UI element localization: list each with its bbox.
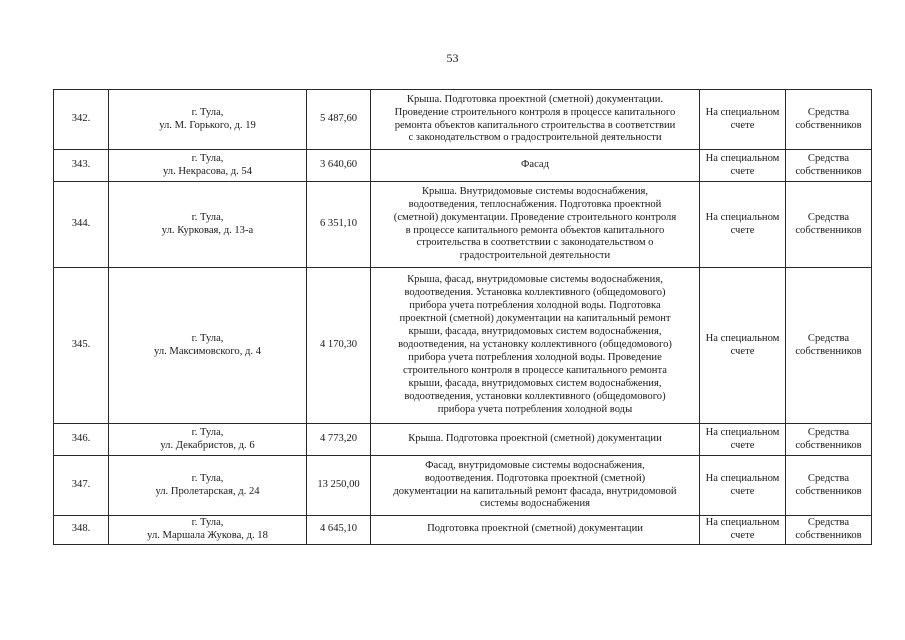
funding-source-cell: Средства собственников [786,268,872,424]
works-line: градостроительной деятельности [459,250,611,262]
address-city: г. Тула, [191,152,224,164]
works-line: водоотведения. Установка коллективного (общедомового) [404,287,666,299]
address-city: г. Тула, [191,106,224,118]
works-line: Проведение строительного контроля в процессе капитального [394,106,676,118]
table-row [54,150,872,182]
address-city: г. Тула, [191,472,224,484]
area-cell: 13 250,00 [307,456,371,516]
works-cell [371,150,700,182]
table-row [54,268,872,424]
address-city: г. Тула, [191,211,224,223]
works-line: Крыша. Внутридомовые системы водоснабжения, [421,185,649,197]
works-line: Фасад, внутридомовые системы водоснабжения, [425,459,645,471]
works-line: документации на капитальный ремонт фасада, внутридомовой [393,485,677,497]
works-cell [371,90,700,150]
works-line: Подготовка проектной (сметной) документации [427,523,643,535]
row-number: 348. [54,516,109,545]
repair-program-table [53,89,872,545]
works-line: водоотведения, теплоснабжения. Подготовка проектной [408,198,662,210]
row-number: 345. [54,268,109,424]
address-cell [109,182,307,268]
table-row [54,182,872,268]
funding-source-cell: Средства собственников [786,90,872,150]
address-cell [109,150,307,182]
area-cell: 4 773,20 [307,424,371,456]
funding-source-cell: Средства собственников [786,182,872,268]
table-row [54,516,872,545]
works-line: Крыша, фасад, внутридомовые системы водоснабжения, [407,274,663,286]
works-line: Крыша. Подготовка проектной (сметной) документации [408,433,662,445]
works-line: водоотведения, установки коллективного (общедомового) [404,390,666,402]
address-cell [109,90,307,150]
works-cell [371,182,700,268]
address-street: ул. Маршала Жукова, д. 18 [147,529,268,541]
address-cell [109,456,307,516]
works-cell [371,516,700,545]
row-number: 342. [54,90,109,150]
works-line: строительного контроля в процессе капитального ремонта [403,364,667,376]
area-cell: 6 351,10 [307,182,371,268]
row-number: 343. [54,150,109,182]
address-street: ул. Максимовского, д. 4 [154,345,261,357]
works-line: крыши, фасада, внутридомовых систем водоснабжения, [408,326,662,338]
works-line: с законодательством о градостроительной деятельности [408,132,662,144]
row-number: 346. [54,424,109,456]
area-cell: 5 487,60 [307,90,371,150]
address-street: ул. Курковая, д. 13-а [161,224,254,236]
works-line: водоотведения. Подготовка проектной (сметной) [424,472,646,484]
table-row [54,424,872,456]
works-line: крыши, фасада, внутридомовых систем водоснабжения, [408,377,662,389]
account-cell: На специальном счете [700,268,786,424]
address-cell [109,424,307,456]
works-line: в процессе капитального ремонта объектов капитального [405,224,665,236]
account-cell: На специальном счете [700,150,786,182]
row-number: 344. [54,182,109,268]
address-street: ул. Декабристов, д. 6 [160,439,255,451]
works-line: Крыша. Подготовка проектной (сметной) документации. [406,93,664,105]
funding-source-cell: Средства собственников [786,424,872,456]
works-line: ремонта объектов капитального строительства в соответствии [394,119,676,131]
page-number: 53 [446,51,459,65]
area-cell: 4 170,30 [307,268,371,424]
works-cell [371,456,700,516]
works-line: проектной (сметной) документации на капитальный ремонт [399,313,671,325]
area-cell: 3 640,60 [307,150,371,182]
address-city: г. Тула, [191,332,224,344]
account-cell: На специальном счете [700,424,786,456]
works-line: водоотведения, на установку коллективного (общедомового) [398,339,672,351]
works-line: системы водоснабжения [479,498,591,510]
address-street: ул. М. Горького, д. 19 [159,119,256,131]
works-line: строительства в соответствии с законодательством о [416,237,654,249]
works-line: прибора учета потребления холодной воды. Подготовка [409,300,661,312]
account-cell: На специальном счете [700,456,786,516]
account-cell: На специальном счете [700,516,786,545]
works-cell [371,424,700,456]
table-body [54,90,872,545]
area-cell: 4 645,10 [307,516,371,545]
works-cell [371,268,700,424]
address-city: г. Тула, [191,517,224,528]
address-cell [109,268,307,424]
row-number: 347. [54,456,109,516]
works-line: (сметной) документации. Проведение строительного контроля [393,211,677,223]
account-cell: На специальном счете [700,90,786,150]
address-cell [109,516,307,545]
table-row [54,90,872,150]
table-row [54,456,872,516]
account-cell: На специальном счете [700,182,786,268]
funding-source-cell: Средства собственников [786,150,872,182]
works-line: прибора учета потребления холодной воды. Проведение [408,351,662,363]
address-street: ул. Пролетарская, д. 24 [155,485,260,497]
funding-source-cell: Средства собственников [786,456,872,516]
works-line: прибора учета потребления холодной воды [437,403,633,415]
address-city: г. Тула, [191,426,224,438]
address-street: ул. Некрасова, д. 54 [162,165,253,177]
works-line: Фасад [521,159,549,171]
funding-source-cell: Средства собственников [786,516,872,545]
